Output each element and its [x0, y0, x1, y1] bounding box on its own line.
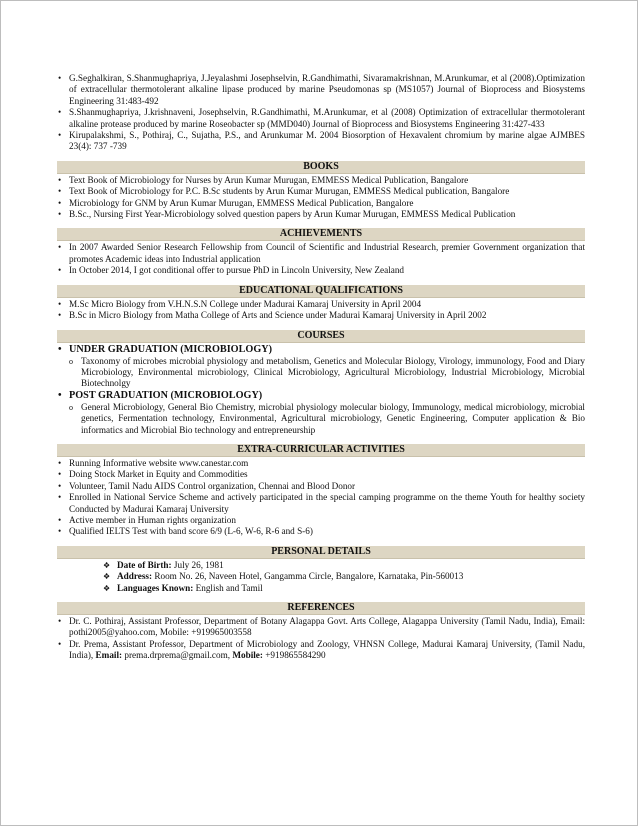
activity-item: • Enrolled in National Service Scheme and actively participated in the special camping programme on the theme Youth for healthy society Conducted by Madurai Kamaraj University	[57, 492, 585, 515]
courses-heading: COURSES	[57, 330, 585, 343]
address	[103, 571, 585, 582]
ug-course-title: • UNDER GRADUATION (MICROBIOLOGY)	[57, 344, 585, 356]
achievement-item: • In October 2014, I got conditional offer to pursue PhD in Lincoln University, New Zealand	[57, 265, 585, 276]
date-of-birth	[103, 560, 585, 571]
book-item: • Microbiology for GNM by Arun Kumar Murugan, EMMESS Medical Publication, Bangalore	[57, 198, 585, 209]
extra-curricular-heading: EXTRA-CURRICULAR ACTIVITIES	[57, 444, 585, 457]
reference-email-label: Email:	[95, 650, 123, 661]
reference-mobile: +919865584290	[262, 650, 326, 661]
personal-details-heading: PERSONAL DETAILS	[57, 546, 585, 559]
address-value: Room No. 26, Naveen Hotel, Gangamma Circle, Bangalore, Karnataka, Pin-560013	[152, 571, 464, 582]
activity-item: • Volunteer, Tamil Nadu AIDS Control organization, Chennai and Blood Donor	[57, 481, 585, 492]
reference-item: • Dr. C. Pothiraj, Assistant Professor, Department of Botany Alagappa Govt. Arts College, Alagappa University (Tamil Nadu, India), Email: pothi2005@yahoo.com, Mobile: +919965003558	[57, 616, 585, 639]
publications-list	[57, 73, 585, 153]
extra-curricular-list	[57, 458, 585, 538]
activity-item: • Active member in Human rights organization	[57, 515, 585, 526]
reference-email: prema.drprema@gmail.com,	[122, 650, 233, 661]
courses-list	[57, 344, 585, 436]
books-heading: BOOKS	[57, 161, 585, 174]
languages-label: Languages Known:	[117, 582, 194, 593]
languages-value: English and Tamil	[193, 582, 263, 593]
book-item: • Text Book of Microbiology for P.C. B.Sc students by Arun Kumar Murugan, EMMESS Medical publication, Bangalore	[57, 186, 585, 197]
education-heading: EDUCATIONAL QUALIFICATIONS	[57, 285, 585, 298]
personal-details-list	[57, 560, 585, 594]
pg-course-subjects: o General Microbiology, General Bio Chemistry, microbial physiology molecular biology, Immunology, medical microbiology, microbial genetics, Fermentation technology, Environmental, Agricultural microbiology, Genetic Engineering, Computer application & Bio informatics and Microbial Bio technology and entrepreneurship	[57, 402, 585, 436]
achievement-item: • In 2007 Awarded Senior Research Fellowship from Council of Scientific and Industrial Research, premier Government organization that promotes Academic ideas into Industrial application	[57, 242, 585, 265]
references-heading: REFERENCES	[57, 602, 585, 615]
education-list	[57, 299, 585, 322]
activity-item: • Running Informative website www.canestar.com	[57, 458, 585, 469]
reference-mobile-label: Mobile:	[232, 650, 263, 661]
books-list	[57, 175, 585, 221]
publication-item: • G.Seghalkiran, S.Shanmughapriya, J.Jeyalashmi Josephselvin, R.Gandhimathi, Sivaramakrishnan, M.Arunkumar, et al (2008).Optimization of extracellular thermotolerant alkaline lipase produced by marine Pseudomonas sp (MS1057) Journal of Bioprocess and Biosystems Engineering 31:483-492	[57, 73, 585, 107]
reference-item	[57, 639, 585, 662]
book-item: • B.Sc., Nursing First Year-Microbiology solved question papers by Arun Kumar Murugan, EMMESS Medical Publication	[57, 209, 585, 220]
address-label: Address:	[117, 571, 153, 582]
dob-label: Date of Birth:	[117, 559, 172, 570]
references-list	[57, 616, 585, 662]
education-item: • B.Sc in Micro Biology from Matha College of Arts and Science under Madurai Kamaraj University in April 2002	[57, 310, 585, 321]
activity-item: • Doing Stock Market in Equity and Commodities	[57, 469, 585, 480]
activity-item: • Qualified IELTS Test with band score 6/9 (L-6, W-6, R-6 and S-6)	[57, 526, 585, 537]
reference-text: Dr. Prema, Assistant Professor, Department of Microbiology and Zoology, VHNSN College, Madurai Kamaraj University, (Tamil Nadu, India),	[69, 638, 585, 661]
languages-known	[103, 583, 585, 594]
pg-course-title: • POST GRADUATION (MICROBIOLOGY)	[57, 390, 585, 402]
achievements-list	[57, 242, 585, 276]
book-item: • Text Book of Microbiology for Nurses by Arun Kumar Murugan, EMMESS Medical Publication, Bangalore	[57, 175, 585, 186]
ug-course-subjects: o Taxonomy of microbes microbial physiology and metabolism, Genetics and Molecular Biology, Virology, immunology, Food and Diary Microbiology, Environmental microbiology, Clinical Microbiology, Agricultural Microbiology, Industrial Microbiology, Microbial Biotechnolgy	[57, 356, 585, 390]
publication-item: • Kirupalakshmi, S., Pothiraj, C., Sujatha, P.S., and Arunkumar M. 2004 Biosorption of Hexavalent chromium by marine algae AJMBES 23(4): 737 -739	[57, 130, 585, 153]
publication-item: • S.Shanmughapriya, J.krishnaveni, Josephselvin, R.Gandhimathi, M.Arunkumar, et al (2008) Optimization of extracellular thermotolerant alkaline protease produced by marine Roseobacter sp (MMD040) Journal of Bioprocess and Biosystems Engineering 31:427-433	[57, 107, 585, 130]
achievements-heading: ACHIEVEMENTS	[57, 228, 585, 241]
education-item: • M.Sc Micro Biology from V.H.N.S.N College under Madurai Kamaraj University in April 2004	[57, 299, 585, 310]
dob-value: July 26, 1981	[171, 559, 224, 570]
